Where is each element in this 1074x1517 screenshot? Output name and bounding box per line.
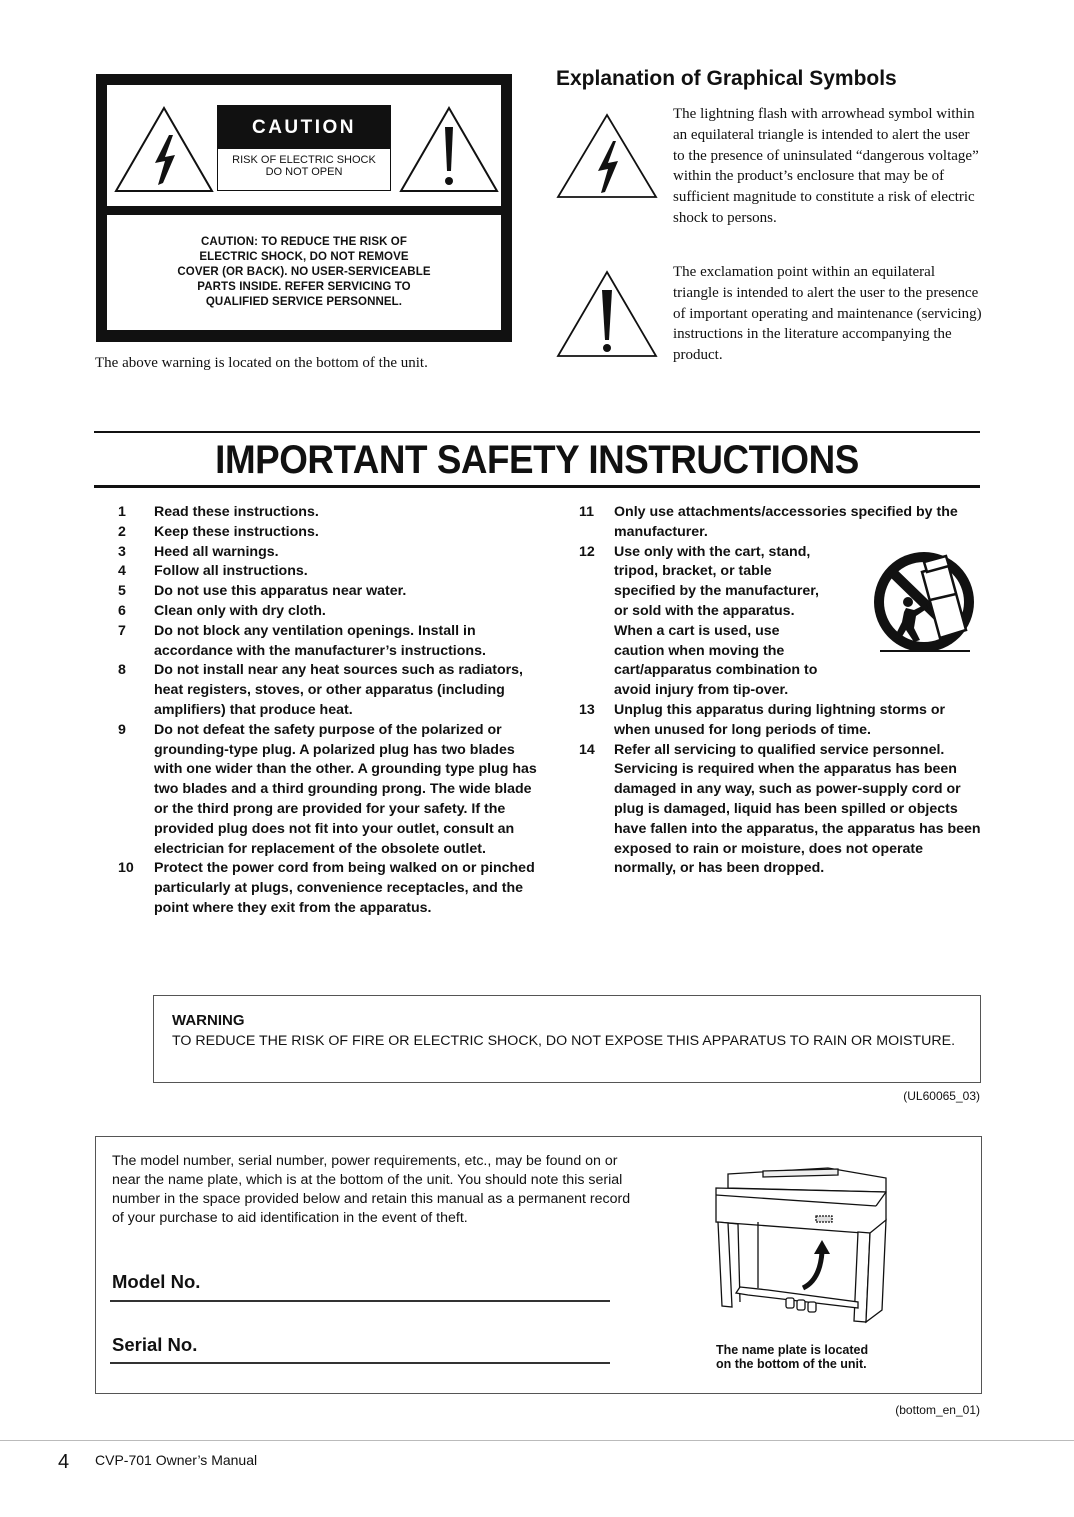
instruction-item — [118, 523, 538, 543]
warning-box — [153, 995, 981, 1083]
exclamation-triangle-icon — [556, 270, 658, 358]
instruction-item — [579, 701, 984, 741]
instruction-number: 9 — [118, 721, 126, 738]
caution-subheading — [218, 149, 390, 178]
instruction-item — [118, 622, 538, 662]
serial-number-label: Serial No. — [112, 1334, 198, 1355]
caution-box — [217, 105, 391, 191]
warning-body: TO REDUCE THE RISK OF FIRE OR ELECTRIC SHOCK, DO NOT EXPOSE THIS APPARATUS TO RAIN OR MOISTURE. — [172, 1033, 956, 1049]
name-plate-box — [95, 1136, 982, 1394]
instruction-item — [118, 543, 538, 563]
instruction-text: Do not install near any heat sources such as radiators, heat registers, stoves, or other apparatus (including amplifiers) that produce heat. — [154, 662, 523, 718]
instruction-number: 10 — [118, 860, 134, 877]
title-rule-bottom — [94, 485, 980, 488]
instructions-left-column — [118, 503, 538, 919]
instruction-item — [118, 582, 538, 602]
caution-label — [96, 74, 512, 342]
name-plate-reference-code: (bottom_en_01) — [895, 1403, 980, 1417]
instruction-item — [118, 562, 538, 582]
cart-tip-over-warning-icon — [870, 550, 978, 660]
instruction-number: 8 — [118, 662, 126, 679]
instruction-text: Protect the power cord from being walked on or pinched particularly at plugs, convenience receptacles, and the point where they exit from the apparatus. — [154, 860, 535, 916]
instruction-number: 3 — [118, 543, 126, 560]
instruction-item — [118, 721, 538, 860]
caution-label-bottom-panel — [107, 215, 501, 330]
instruction-text: Clean only with dry cloth. — [154, 602, 326, 619]
caution-heading: CAUTION — [218, 106, 390, 149]
caution-body-line: QUALIFIED SERVICE PERSONNEL. — [205, 296, 403, 308]
caution-label-caption: The above warning is located on the bottom of the unit. — [95, 355, 428, 371]
instruction-number: 4 — [118, 563, 126, 580]
caution-label-top-panel — [107, 85, 501, 206]
instruction-number: 13 — [579, 701, 595, 718]
instruction-number: 1 — [118, 504, 126, 520]
instruction-item — [118, 602, 538, 622]
page-number: 4 — [58, 1451, 70, 1473]
instruction-text: Read these instructions. — [154, 504, 319, 520]
instruction-text: Do not defeat the safety purpose of the polarized or grounding-type plug. A polarized plug has two blades with one wider than the other. A grounding type plug has two blades and a third grounding prong. The wide blade or the third prong are provided for your safety. If the provided plug does not fit into your outlet, consult an electrician for replacement of the obsolete outlet. — [154, 721, 537, 857]
instruction-item — [118, 503, 538, 523]
caution-body-line: ELECTRIC SHOCK, DO NOT REMOVE — [199, 251, 409, 263]
instruction-text: Do not block any ventilation openings. Install in accordance with the manufacturer’s instructions. — [154, 622, 486, 659]
model-number-label: Model No. — [112, 1271, 201, 1292]
caution-body-line: CAUTION: TO REDUCE THE RISK OF — [201, 236, 407, 248]
instruction-text: Follow all instructions. — [154, 563, 308, 580]
warning-title: WARNING — [172, 1012, 245, 1029]
instruction-number: 7 — [118, 622, 126, 639]
instruction-text: Refer all servicing to qualified service personnel. Servicing is required when the apparatus has been damaged in any way, such as power-supply cord or plug is damaged, liquid has been spilled or objects have fallen into the apparatus, the apparatus has been exposed to rain or moisture, does not operate normally, or has been dropped. — [614, 741, 981, 877]
serial-number-field[interactable] — [110, 1362, 610, 1364]
name-plate-caption-line1: The name plate is located — [716, 1343, 869, 1357]
name-plate-caption-line2: on the bottom of the unit. — [716, 1357, 867, 1371]
name-plate-image-caption — [716, 1343, 868, 1371]
instruction-text: Only use attachments/accessories specified by the manufacturer. — [614, 504, 958, 540]
instruction-item — [118, 661, 538, 720]
caution-body-line: PARTS INSIDE. REFER SERVICING TO — [197, 281, 411, 293]
instruction-item — [579, 503, 984, 543]
symbols-heading: Explanation of Graphical Symbols — [556, 67, 897, 90]
instruction-number: 2 — [118, 523, 126, 540]
name-plate-description: The model number, serial number, power requirements, etc., may be found on or near the name plate, which is at the bottom of the unit. You should note this serial number in the space provided below and retain this manual as a permanent record of your purchase to aid identification in the event of theft. — [112, 1153, 631, 1226]
instruction-text: Heed all warnings. — [154, 543, 279, 560]
lightning-symbol-description: The lightning flash with arrowhead symbol within an equilateral triangle is intended to alert the user to the presence of uninsulated “dangerous voltage” within the product’s enclosure that may be of sufficient magnitude to constitute a risk of electric shock to persons. — [673, 106, 979, 226]
caution-body — [177, 235, 430, 310]
instruction-number: 12 — [579, 543, 595, 560]
page-title: IMPORTANT SAFETY INSTRUCTIONS — [215, 438, 859, 482]
instruction-text: Keep these instructions. — [154, 523, 319, 540]
instruction-text: Do not use this apparatus near water. — [154, 583, 407, 600]
caution-subheading-line1: RISK OF ELECTRIC SHOCK — [232, 154, 376, 166]
instruction-number: 11 — [579, 504, 594, 520]
exclamation-triangle-icon — [398, 105, 500, 195]
instruction-number: 6 — [118, 602, 126, 619]
lightning-triangle-icon — [556, 113, 658, 199]
instruction-number: 14 — [579, 741, 595, 758]
instruction-item — [118, 859, 538, 918]
instruction-item — [579, 741, 984, 880]
manual-title: CVP-701 Owner’s Manual — [95, 1452, 258, 1468]
instruction-text: Use only with the cart, stand, tripod, bracket, or table specified by the manufacturer, or sold with the apparatus. When a cart is used, use caution when moving the cart/apparatus combination to avoid injury from tip-over. — [614, 543, 819, 699]
piano-illustration — [708, 1162, 898, 1342]
lightning-triangle-icon — [113, 105, 215, 195]
instruction-text: Unplug this apparatus during lightning storms or when unused for long periods of time. — [614, 701, 946, 738]
caution-body-line: COVER (OR BACK). NO USER-SERVICEABLE — [177, 266, 431, 278]
instruction-number: 5 — [118, 583, 126, 600]
exclamation-symbol-description: The exclamation point within an equilateral triangle is intended to alert the user to the presence of important operating and maintenance (servicing) instructions in the literature accompanying the product. — [673, 264, 982, 364]
warning-reference-code: (UL60065_03) — [903, 1089, 980, 1103]
model-number-field[interactable] — [110, 1300, 610, 1302]
caution-subheading-line2: DO NOT OPEN — [265, 166, 343, 178]
footer-divider — [0, 1440, 1074, 1441]
title-rule-top — [94, 431, 980, 433]
